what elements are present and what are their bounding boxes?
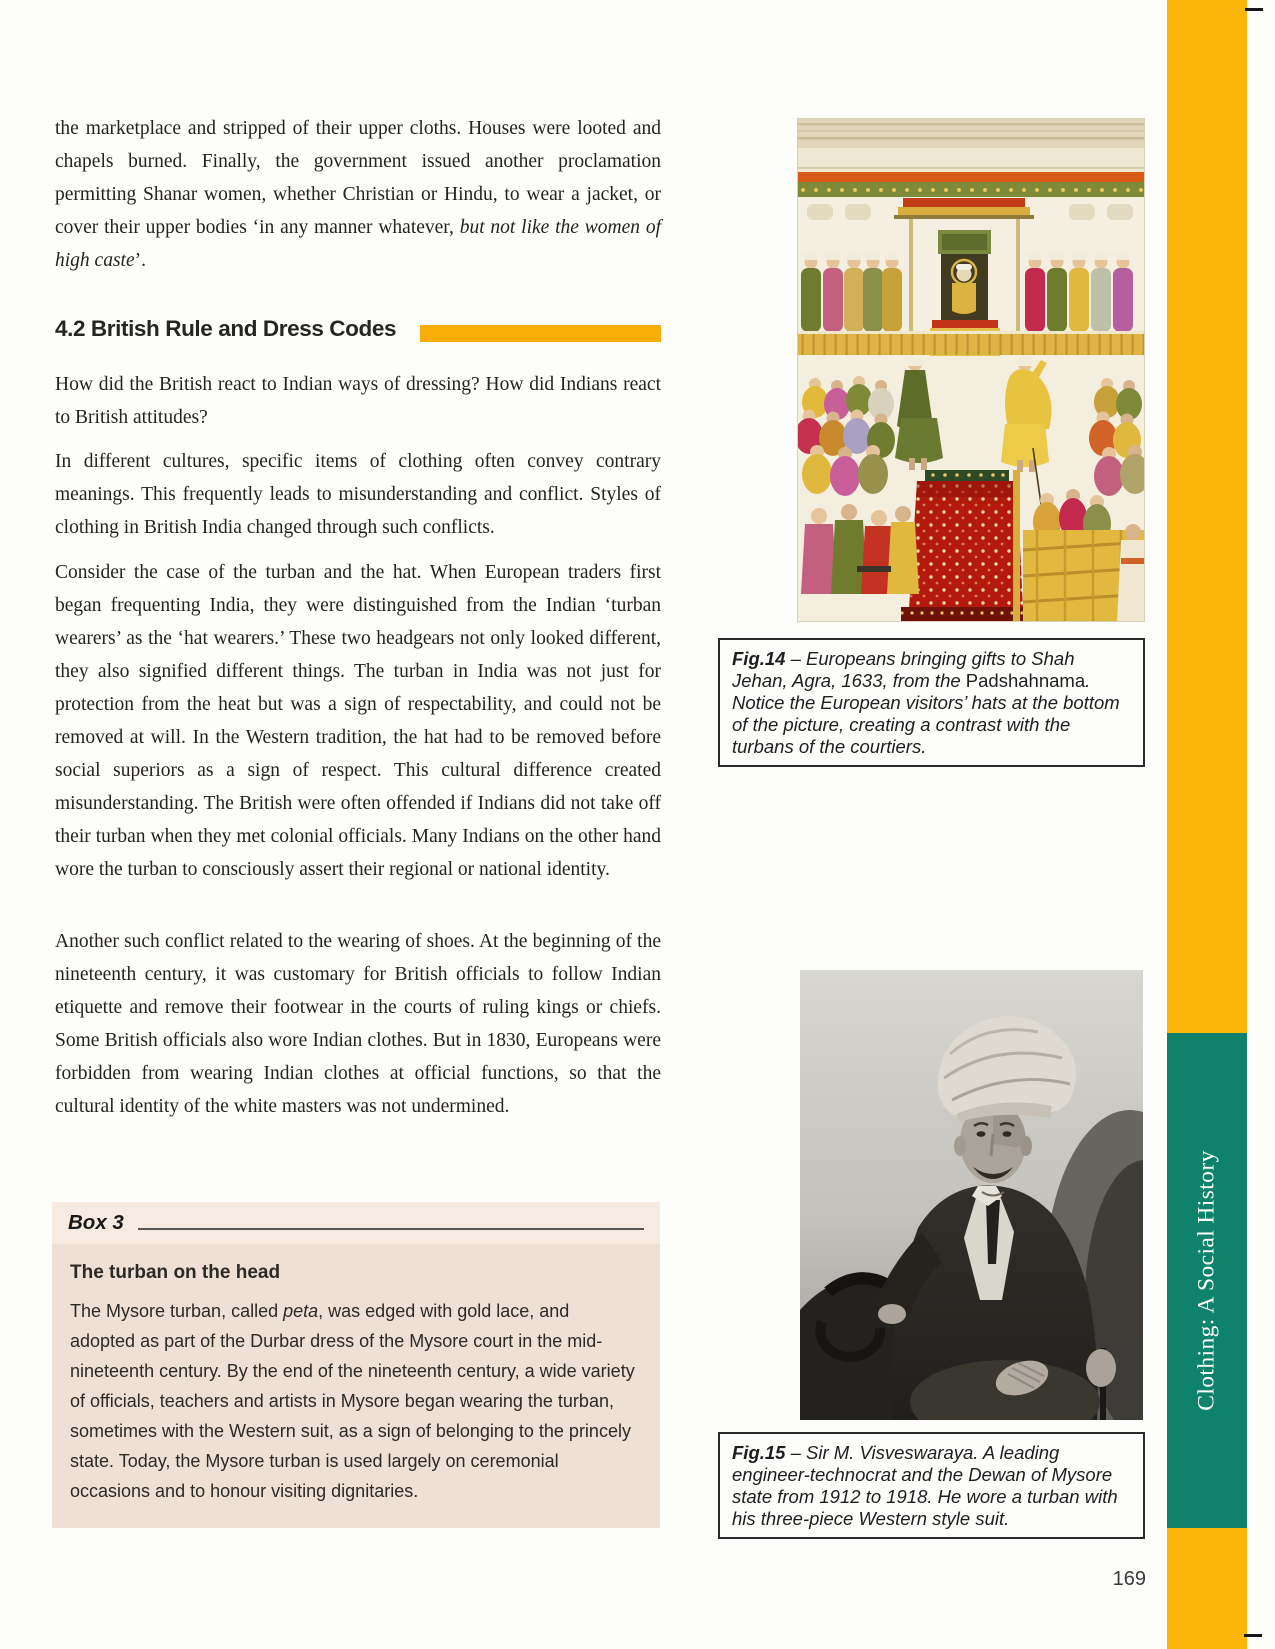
fig14-caption-italic: Europeans bringing gifts to Shah Jehan, Agra, 1633, from the xyxy=(732,648,1075,691)
box3-text-peta: peta xyxy=(283,1301,319,1321)
fig15-caption-text: Sir M. Visveswaraya. A leading engineer-technocrat and the Dewan of Mysore state from 1912 to 1918. He wore a turban with his three-piece Western style suit. xyxy=(732,1442,1118,1529)
box3-rule-line xyxy=(138,1228,644,1230)
paragraph-close: ’. xyxy=(134,250,146,271)
paragraph-how-did-british: How did the British react to Indian ways of dressing? How did Indians react to British attitudes? xyxy=(55,374,661,428)
paragraph-italic-quote: but not like the women of high caste xyxy=(55,217,661,271)
section-heading-row xyxy=(55,316,661,342)
paragraph-turban-and-hat: Consider the case of the turban and the hat. When European traders first began frequenting India, they were distinguished from the Indian ‘turban wearers’ as the ‘hat wearers.’ These two headgears not only looked different, they also signified different things. The turban in India was not just for protection from the heat but was a sign of respectability, and could not be removed at will. In the Western tradition, the hat had to be removed before social superiors as a sign of respect. This cultural difference created misunderstanding. The British were often offended if Indians did not take off their turban when they met colonial officials. Many Indians on the other hand wore the turban to consciously assert their regional or national identity. xyxy=(55,562,661,880)
box3-header xyxy=(52,1202,660,1244)
chapter-title-vertical xyxy=(1167,1033,1247,1528)
page-number: 169 xyxy=(1112,1568,1146,1590)
chapter-title-text: Clothing: A Social History xyxy=(1193,1150,1220,1411)
paragraph-shanar-proclamation xyxy=(55,112,661,277)
fig14-caption-italic-2: . Notice the European visitors’ hats at the bottom of the picture, creating a contrast with the turbans of the courtiers. xyxy=(732,670,1120,757)
paragraph-text: the marketplace and stripped of their upper cloths. Houses were looted and chapels burned. Finally, the government issued another proclamation permitting Shanar women, whether Christian or Hindu, to wear a jacket, or cover their upper bodies ‘in any manner whatever, xyxy=(55,118,661,238)
painting-top-architrave xyxy=(797,118,1145,172)
box3-label: Box 3 xyxy=(68,1211,124,1234)
heading-accent-bar xyxy=(420,325,661,342)
box3-text xyxy=(70,1296,638,1506)
fig15-label: Fig.15 xyxy=(732,1442,786,1463)
fig15-caption xyxy=(718,1432,1145,1539)
fig14-painting-image xyxy=(797,118,1145,622)
box3-title: The turban on the head xyxy=(70,1262,281,1283)
fig15-dash: – xyxy=(785,1442,807,1463)
box3-panel xyxy=(52,1244,660,1528)
fig14-caption-roman: Padshahnama xyxy=(965,670,1086,691)
paragraph-wearing-of-shoes: Another such conflict related to the wearing of shoes. At the beginning of the nineteenth century, it was customary for British officials to follow Indian etiquette and remove their footwear in the courts of ruling kings or chiefs. Some British officials also wore Indian clothes. But in 1830, Europeans were forbidden from wearing Indian clothes at official functions, so that the cultural identity of the white masters was not undermined. xyxy=(55,931,661,1117)
crop-mark-top xyxy=(1245,8,1263,11)
right-crowd xyxy=(1089,378,1145,496)
box3-text-before: The Mysore turban, called xyxy=(70,1301,284,1321)
fig14-dash: – xyxy=(785,648,807,669)
fig14-label: Fig.14 xyxy=(732,648,786,669)
left-crowd xyxy=(797,376,895,496)
box3-text-after: , was edged with gold lace, and adopted as part of the Durbar dress of the Mysore court in the mid-nineteenth century. By the end of the nineteenth century, a wide variety of officials, teachers and artists in Mysore began wearing the turban, sometimes with the Western suit, as a sign of belonging to the princely state. Today, the Mysore turban is used largely on ceremonial occasions and to honour visiting dignitaries. xyxy=(70,1301,635,1501)
section-heading: 4.2 British Rule and Dress Codes xyxy=(55,316,397,341)
fig14-caption xyxy=(718,638,1145,767)
paragraph-different-cultures: In different cultures, specific items of clothing often convey contrary meanings. This frequently leads to misunderstanding and conflict. Styles of clothing in British India changed through such conflicts. xyxy=(55,451,661,538)
crop-mark-bottom xyxy=(1244,1634,1262,1637)
fig15-photo-image xyxy=(800,970,1143,1420)
